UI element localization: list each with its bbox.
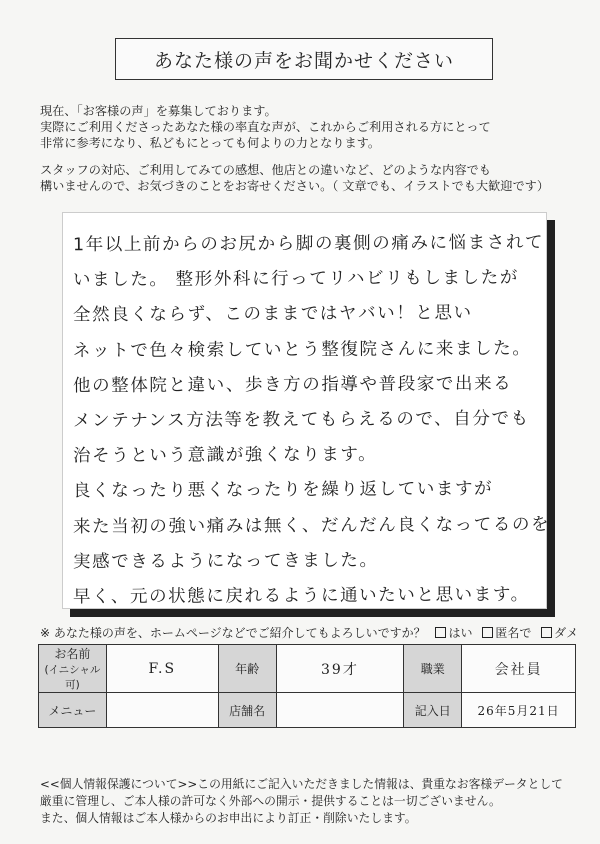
handwritten-line: 早く、元の状態に戻れるように通いたいと思います。 bbox=[72, 584, 530, 608]
name-label-text: お名前 bbox=[54, 647, 91, 661]
handwritten-line: 実感できるようになってきました。 bbox=[72, 550, 379, 572]
privacy-line: 厳重に管理し、ご本人様の許可なく外部への開示・提供することは一切ございません。 bbox=[40, 794, 501, 808]
handwritten-line: 他の整体院と違い、歩き方の指導や普段家で出来る bbox=[72, 373, 513, 396]
intro-line: スタッフの対応、ご利用してみての感想、他店との違いなど、どのような内容でも bbox=[40, 163, 491, 177]
handwritten-line: 良くなったり悪くなったりを繰り返していますが bbox=[72, 479, 494, 502]
handwritten-line: ネットで色々検索していとう整復院さんに来ました。 bbox=[72, 338, 532, 361]
date-value: 26年5月21日 bbox=[477, 703, 560, 718]
page-title bbox=[115, 38, 493, 80]
menu-field[interactable] bbox=[106, 693, 218, 728]
consent-question bbox=[40, 624, 578, 641]
age-label: 年齢 bbox=[218, 645, 276, 693]
page-title-text: あなた様の声をお聞かせください bbox=[153, 49, 454, 72]
consent-option-anonymous[interactable] bbox=[482, 626, 531, 640]
info-form bbox=[38, 644, 576, 728]
consent-option-label: はい bbox=[448, 626, 473, 640]
job-label: 職業 bbox=[404, 645, 462, 693]
checkbox-icon bbox=[541, 627, 552, 638]
age-value: 39才 bbox=[321, 661, 359, 678]
handwritten-line: メンテナンス方法等を教えてもらえるので、自分でも bbox=[72, 408, 530, 432]
job-value: 会社員 bbox=[494, 661, 543, 678]
intro-line: 現在、「お客様の声」を募集しております。 bbox=[40, 104, 277, 118]
intro-line: 構いませんので、お気づきのことをお寄せください。（ 文章でも、イラストでも大歓迎です） bbox=[40, 179, 550, 193]
handwritten-line: 1年以上前からのお尻から脚の裏側の痛みに悩まされて bbox=[72, 232, 545, 256]
name-field[interactable] bbox=[106, 645, 218, 693]
store-field[interactable] bbox=[276, 693, 404, 728]
privacy-line: <<個人情報保護について>>この用紙にご記入いただきました情報は、貴重なお客様データとして bbox=[40, 777, 563, 791]
consent-option-no[interactable] bbox=[541, 626, 578, 640]
intro-line: 非常に参考になり、私どもにとっても何よりの力となります。 bbox=[40, 136, 381, 150]
job-field[interactable] bbox=[462, 645, 576, 693]
privacy-notice bbox=[40, 776, 580, 827]
date-field[interactable] bbox=[462, 693, 576, 728]
handwritten-line: いました。 整形外科に行ってリハビリもしましたが bbox=[72, 268, 519, 291]
consent-option-label: ダメ bbox=[554, 626, 579, 640]
name-sublabel: (イニシャル可) bbox=[44, 664, 101, 691]
date-label: 記入日 bbox=[404, 693, 462, 728]
name-label bbox=[39, 645, 107, 693]
consent-option-label: 匿名で bbox=[495, 626, 532, 640]
handwritten-line: 来た当初の強い痛みは無く、だんだん良くなってるのを bbox=[72, 514, 551, 537]
intro-text bbox=[40, 103, 580, 194]
age-field[interactable] bbox=[276, 645, 404, 693]
privacy-line: また、個人情報はご本人様からのお申出により訂正・削除いたします。 bbox=[40, 811, 417, 825]
checkbox-icon bbox=[482, 627, 493, 638]
name-value: F.S bbox=[148, 660, 177, 677]
handwritten-line: 治そうという意識が強くなります。 bbox=[72, 444, 378, 467]
intro-line: 実際にご利用くださったあなた様の率直な声が、これからご利用される方にとって bbox=[40, 120, 491, 134]
handwritten-testimonial bbox=[73, 227, 550, 614]
consent-question-text: ※ あなた様の声を、ホームページなどでご紹介してもよろしいですか？ bbox=[40, 626, 426, 640]
menu-label: メニュー bbox=[39, 693, 107, 728]
testimonial-card bbox=[62, 212, 551, 609]
handwritten-line: 全然良くならず、このままではヤバい！と思い bbox=[72, 303, 473, 326]
checkbox-icon bbox=[435, 627, 446, 638]
store-label: 店舗名 bbox=[218, 693, 276, 728]
consent-option-yes[interactable] bbox=[435, 626, 472, 640]
